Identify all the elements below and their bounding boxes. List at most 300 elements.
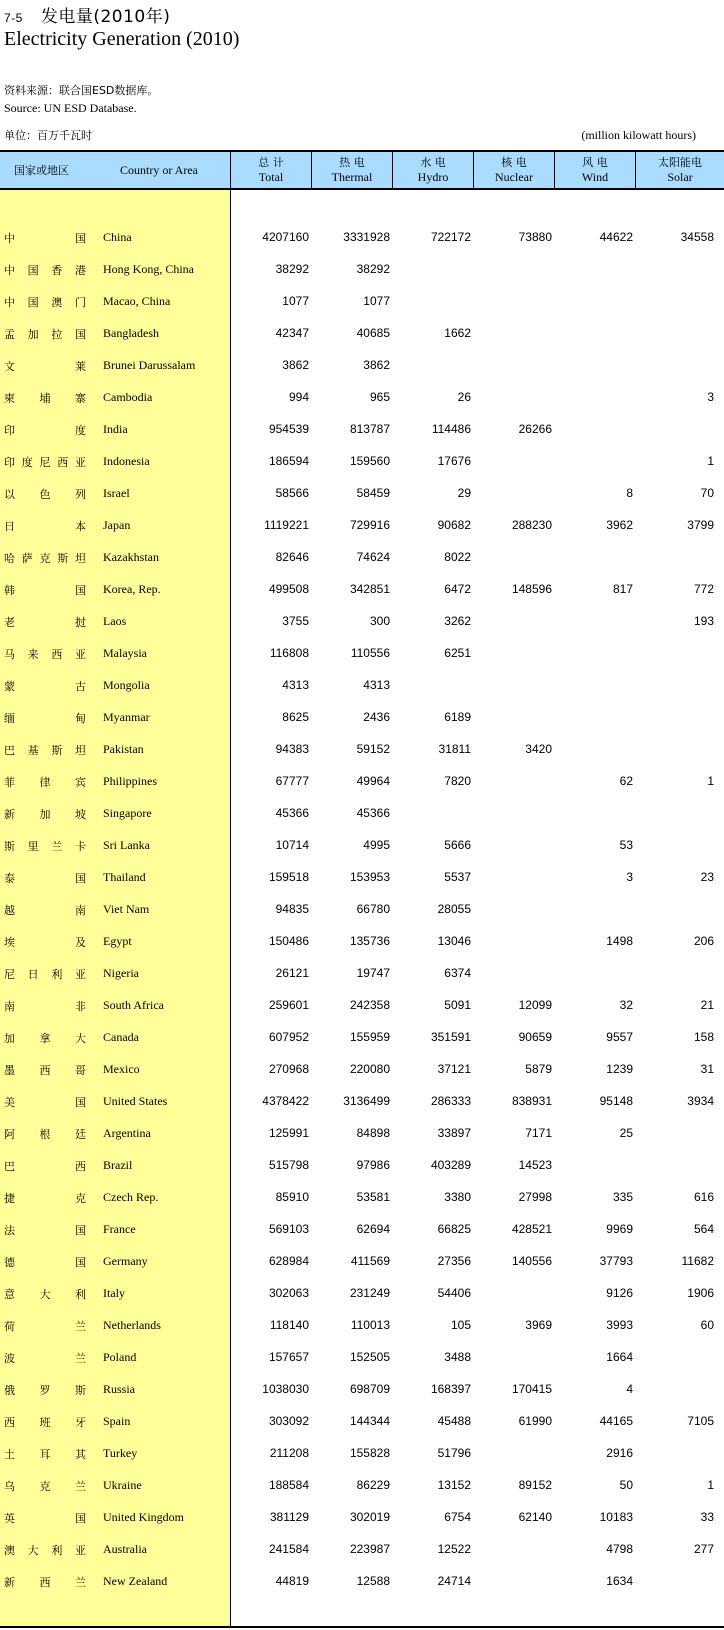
- hydro-value: 8022: [444, 550, 471, 564]
- page-title-en: Electricity Generation (2010): [4, 28, 240, 50]
- solar-value: 70: [700, 486, 714, 500]
- thermal-value: 12588: [356, 1574, 390, 1588]
- wind-value: 2916: [606, 1446, 633, 1460]
- wind-value: 9557: [606, 1030, 633, 1044]
- country-name-en: United Kingdom: [103, 1510, 184, 1524]
- table-row: [0, 292, 724, 312]
- header-thermal: 热 电 Thermal: [331, 156, 373, 184]
- table-row: [0, 1316, 724, 1336]
- thermal-value: 411569: [350, 1254, 390, 1268]
- header-solar: 太阳能电 Solar: [658, 156, 702, 184]
- thermal-value: 144344: [349, 1414, 390, 1428]
- thermal-value: 38292: [356, 262, 390, 276]
- header-divider-2: [392, 150, 393, 188]
- table-row: [0, 1380, 724, 1400]
- total-value: 1038030: [262, 1382, 309, 1396]
- country-name-en: Netherlands: [103, 1318, 161, 1332]
- country-name-cn: 英国: [4, 1512, 86, 1525]
- nuclear-value: 148596: [511, 582, 552, 596]
- solar-value: 193: [693, 614, 714, 628]
- table-row: [0, 996, 724, 1016]
- thermal-value: 729916: [349, 518, 390, 532]
- hydro-value: 6754: [444, 1510, 471, 1524]
- country-name-cn: 荷兰: [4, 1320, 86, 1333]
- total-value: 157657: [268, 1350, 309, 1364]
- header-wind: 风 电 Wind: [581, 156, 609, 184]
- table-row: [0, 1188, 724, 1208]
- country-name-en: New Zealand: [103, 1574, 168, 1588]
- wind-value: 9126: [606, 1286, 633, 1300]
- table-row: [0, 1348, 724, 1368]
- wind-value: 44622: [599, 230, 633, 244]
- country-name-cn: 新加坡: [4, 808, 86, 821]
- total-value: 4313: [282, 678, 309, 692]
- country-name-en: Viet Nam: [103, 902, 150, 916]
- total-value: 10714: [275, 838, 309, 852]
- hydro-value: 1662: [444, 326, 471, 340]
- table-bottom-rule: [0, 1626, 724, 1628]
- country-name-cn: 南非: [4, 1000, 86, 1013]
- country-name-cn: 乌克兰: [4, 1480, 86, 1493]
- thermal-value: 300: [369, 614, 390, 628]
- country-name-en: Brazil: [103, 1158, 133, 1172]
- thermal-value: 813787: [349, 422, 390, 436]
- total-value: 499508: [268, 582, 309, 596]
- thermal-value: 1077: [363, 294, 390, 308]
- total-value: 270968: [268, 1062, 309, 1076]
- country-name-cn: 哈萨克斯坦: [4, 552, 86, 565]
- wind-value: 1498: [606, 934, 633, 948]
- country-name-cn: 缅甸: [4, 712, 86, 725]
- country-name-cn: 巴西: [4, 1160, 86, 1173]
- total-value: 4207160: [262, 230, 309, 244]
- country-name-en: Cambodia: [103, 390, 153, 404]
- country-name-en: Singapore: [103, 806, 152, 820]
- country-name-en: Macao, China: [103, 294, 171, 308]
- nuclear-value: 14523: [518, 1158, 552, 1172]
- solar-value: 3799: [687, 518, 714, 532]
- wind-value: 50: [619, 1478, 633, 1492]
- country-name-cn: 马来西亚: [4, 648, 86, 661]
- country-name-cn: 西班牙: [4, 1416, 86, 1429]
- table-number: 7-5: [4, 11, 23, 25]
- table-row: [0, 1444, 724, 1464]
- total-value: 302063: [268, 1286, 309, 1300]
- solar-value: 34558: [680, 230, 714, 244]
- thermal-value: 4313: [363, 678, 390, 692]
- total-value: 1077: [282, 294, 309, 308]
- total-value: 259601: [268, 998, 309, 1012]
- table-row: [0, 900, 724, 920]
- page-title-cn: [4, 2, 170, 27]
- table-row: [0, 772, 724, 792]
- solar-value: 11682: [681, 1254, 714, 1268]
- table-row: [0, 388, 724, 408]
- country-name-cn: 加拿大: [4, 1032, 86, 1045]
- thermal-value: 19747: [356, 966, 390, 980]
- unit-note-cn: 单位：百万千瓦时: [4, 129, 92, 142]
- country-name-en: Czech Rep.: [103, 1190, 159, 1204]
- thermal-value: 58459: [356, 486, 390, 500]
- wind-value: 62: [619, 774, 633, 788]
- total-value: 44819: [275, 1574, 309, 1588]
- country-name-en: China: [103, 230, 132, 244]
- hydro-value: 37121: [437, 1062, 471, 1076]
- table-row: [0, 356, 724, 376]
- thermal-value: 84898: [356, 1126, 390, 1140]
- nuclear-value: 170415: [511, 1382, 552, 1396]
- table-row: [0, 484, 724, 504]
- nuclear-value: 838931: [511, 1094, 552, 1108]
- country-name-cn: 韩国: [4, 584, 86, 597]
- hydro-value: 29: [457, 486, 471, 500]
- thermal-value: 155828: [349, 1446, 390, 1460]
- country-name-en: Poland: [103, 1350, 137, 1364]
- total-value: 4378422: [262, 1094, 309, 1108]
- thermal-value: 231249: [349, 1286, 390, 1300]
- country-name-en: Pakistan: [103, 742, 144, 756]
- total-value: 94383: [275, 742, 309, 756]
- solar-value: 158: [693, 1030, 714, 1044]
- nuclear-value: 5879: [525, 1062, 552, 1076]
- total-value: 116808: [269, 646, 309, 660]
- country-name-en: Hong Kong, China: [103, 262, 194, 276]
- country-name-en: Russia: [103, 1382, 136, 1396]
- header-hydro: 水 电 Hydro: [417, 156, 449, 184]
- wind-value: 3: [626, 870, 633, 884]
- nuclear-value: 90659: [518, 1030, 552, 1044]
- nuclear-value: 7171: [525, 1126, 552, 1140]
- thermal-value: 302019: [349, 1510, 390, 1524]
- wind-value: 32: [619, 998, 633, 1012]
- total-value: 186594: [268, 454, 309, 468]
- thermal-value: 342851: [349, 582, 390, 596]
- wind-value: 817: [612, 582, 633, 596]
- thermal-value: 45366: [356, 806, 390, 820]
- total-value: 67777: [275, 774, 309, 788]
- thermal-value: 49964: [356, 774, 390, 788]
- wind-value: 1664: [606, 1350, 633, 1364]
- total-value: 38292: [275, 262, 309, 276]
- thermal-value: 223987: [349, 1542, 390, 1556]
- country-name-en: Israel: [103, 486, 130, 500]
- thermal-value: 110556: [350, 646, 390, 660]
- wind-value: 25: [619, 1126, 633, 1140]
- country-name-cn: 柬埔寨: [4, 392, 86, 405]
- country-name-cn: 波兰: [4, 1352, 86, 1365]
- solar-value: 23: [700, 870, 714, 884]
- country-name-en: France: [103, 1222, 136, 1236]
- country-name-cn: 中国: [4, 232, 86, 245]
- table-row: [0, 516, 724, 536]
- solar-value: 31: [700, 1062, 714, 1076]
- table-row: [0, 740, 724, 760]
- hydro-value: 13152: [437, 1478, 471, 1492]
- wind-value: 10183: [599, 1510, 633, 1524]
- thermal-value: 97986: [356, 1158, 390, 1172]
- solar-value: 616: [693, 1190, 714, 1204]
- total-value: 3862: [282, 358, 309, 372]
- unit-note-en: (million kilowatt hours): [581, 128, 696, 142]
- total-value: 42347: [275, 326, 309, 340]
- header-divider-1: [311, 150, 312, 188]
- country-name-en: Italy: [103, 1286, 125, 1300]
- thermal-value: 698709: [349, 1382, 390, 1396]
- thermal-value: 66780: [356, 902, 390, 916]
- hydro-value: 90682: [437, 518, 471, 532]
- country-name-en: Korea, Rep.: [103, 582, 161, 596]
- country-name-en: Myanmar: [103, 710, 150, 724]
- table-row: [0, 1284, 724, 1304]
- nuclear-value: 62140: [518, 1510, 552, 1524]
- table-row: [0, 1156, 724, 1176]
- solar-value: 277: [693, 1542, 714, 1556]
- thermal-value: 3331928: [343, 230, 390, 244]
- header-divider-4: [554, 150, 555, 188]
- country-name-cn: 阿根廷: [4, 1128, 86, 1141]
- table-row: [0, 324, 724, 344]
- data-table: [0, 150, 724, 1628]
- thermal-value: 110013: [350, 1318, 390, 1332]
- country-name-cn: 巴基斯坦: [4, 744, 86, 757]
- total-value: 118140: [269, 1318, 309, 1332]
- hydro-value: 66825: [437, 1222, 471, 1236]
- thermal-value: 3862: [363, 358, 390, 372]
- wind-value: 3993: [606, 1318, 633, 1332]
- hydro-value: 168397: [430, 1382, 471, 1396]
- country-name-cn: 俄罗斯: [4, 1384, 86, 1397]
- total-value: 515798: [268, 1158, 309, 1172]
- nuclear-value: 61990: [518, 1414, 552, 1428]
- nuclear-value: 12099: [518, 998, 552, 1012]
- country-name-en: Ukraine: [103, 1478, 142, 1492]
- table-row: [0, 548, 724, 568]
- solar-value: 1: [707, 774, 714, 788]
- hydro-value: 5091: [444, 998, 471, 1012]
- total-value: 125991: [268, 1126, 309, 1140]
- thermal-value: 965: [369, 390, 390, 404]
- wind-value: 1239: [606, 1062, 633, 1076]
- wind-value: 3962: [606, 518, 633, 532]
- hydro-value: 6374: [444, 966, 471, 980]
- header-bottom-rule: [0, 188, 724, 190]
- header-country-cn: 国家或地区: [14, 164, 69, 177]
- table-row: [0, 708, 724, 728]
- nuclear-value: 73880: [518, 230, 552, 244]
- solar-value: 3: [707, 390, 714, 404]
- thermal-value: 220080: [349, 1062, 390, 1076]
- table-row: [0, 868, 724, 888]
- hydro-value: 45488: [437, 1414, 471, 1428]
- nuclear-value: 140556: [511, 1254, 552, 1268]
- hydro-value: 54406: [437, 1286, 471, 1300]
- table-row: [0, 452, 724, 472]
- header-divider-5: [635, 150, 636, 188]
- nuclear-value: 428521: [511, 1222, 552, 1236]
- wind-value: 8: [626, 486, 633, 500]
- hydro-value: 351591: [430, 1030, 471, 1044]
- solar-value: 3934: [687, 1094, 714, 1108]
- wind-value: 95148: [599, 1094, 633, 1108]
- header-country-en: Country or Area: [120, 162, 198, 177]
- total-value: 26121: [275, 966, 309, 980]
- total-value: 1119221: [264, 518, 309, 532]
- country-name-cn: 中国香港: [4, 264, 86, 277]
- country-name-cn: 文莱: [4, 360, 86, 373]
- thermal-value: 159560: [349, 454, 390, 468]
- hydro-value: 27356: [437, 1254, 471, 1268]
- wind-value: 53: [619, 838, 633, 852]
- table-row: [0, 1060, 724, 1080]
- nuclear-value: 89152: [518, 1478, 552, 1492]
- thermal-value: 2436: [363, 710, 390, 724]
- country-name-cn: 墨西哥: [4, 1064, 86, 1077]
- country-name-en: Malaysia: [103, 646, 147, 660]
- nuclear-value: 26266: [518, 422, 552, 436]
- country-name-cn: 美国: [4, 1096, 86, 1109]
- header-total: 总 计 Total: [258, 156, 284, 184]
- hydro-value: 403289: [430, 1158, 471, 1172]
- country-name-cn: 蒙古: [4, 680, 86, 693]
- total-value: 3755: [282, 614, 309, 628]
- country-name-cn: 法国: [4, 1224, 86, 1237]
- hydro-value: 114486: [431, 422, 471, 436]
- country-name-cn: 捷克: [4, 1192, 86, 1205]
- table-row: [0, 260, 724, 280]
- total-value: 381129: [269, 1510, 309, 1524]
- country-name-en: United States: [103, 1094, 168, 1108]
- country-name-en: Philippines: [103, 774, 158, 788]
- solar-value: 21: [700, 998, 714, 1012]
- table-row: [0, 1508, 724, 1528]
- total-value: 954539: [268, 422, 309, 436]
- country-name-cn: 以色列: [4, 488, 86, 501]
- wind-value: 4798: [606, 1542, 633, 1556]
- total-value: 94835: [275, 902, 309, 916]
- total-value: 8625: [282, 710, 309, 724]
- country-name-en: Kazakhstan: [103, 550, 159, 564]
- thermal-value: 59152: [356, 742, 390, 756]
- wind-value: 4: [626, 1382, 633, 1396]
- country-name-en: Turkey: [103, 1446, 138, 1460]
- hydro-value: 12522: [437, 1542, 471, 1556]
- country-name-en: Japan: [103, 518, 131, 532]
- country-name-cn: 印度尼西亚: [4, 456, 86, 469]
- country-name-en: Spain: [103, 1414, 131, 1428]
- hydro-value: 722172: [430, 230, 471, 244]
- country-name-cn: 德国: [4, 1256, 86, 1269]
- country-name-cn: 斯里兰卡: [4, 840, 86, 853]
- hydro-value: 13046: [437, 934, 471, 948]
- country-name-en: Laos: [103, 614, 127, 628]
- thermal-value: 53581: [356, 1190, 390, 1204]
- hydro-value: 105: [450, 1318, 471, 1332]
- country-name-cn: 意大利: [4, 1288, 86, 1301]
- country-name-cn: 土耳其: [4, 1448, 86, 1461]
- country-name-cn: 尼日利亚: [4, 968, 86, 981]
- thermal-value: 242358: [349, 998, 390, 1012]
- country-name-en: Mexico: [103, 1062, 140, 1076]
- hydro-value: 286333: [430, 1094, 471, 1108]
- hydro-value: 17676: [437, 454, 471, 468]
- total-value: 85910: [275, 1190, 309, 1204]
- country-name-en: Argentina: [103, 1126, 151, 1140]
- country-name-en: Germany: [103, 1254, 148, 1268]
- country-name-cn: 菲律宾: [4, 776, 86, 789]
- country-name-cn: 印度: [4, 424, 86, 437]
- nuclear-value: 3420: [525, 742, 552, 756]
- thermal-value: 3136499: [343, 1094, 390, 1108]
- country-name-cn: 老挝: [4, 616, 86, 629]
- table-row: [0, 836, 724, 856]
- thermal-value: 4995: [363, 838, 390, 852]
- wind-value: 335: [612, 1190, 633, 1204]
- wind-value: 9969: [606, 1222, 633, 1236]
- total-value: 150486: [268, 934, 309, 948]
- country-name-en: Bangladesh: [103, 326, 159, 340]
- country-name-cn: 越南: [4, 904, 86, 917]
- hydro-value: 26: [457, 390, 471, 404]
- total-value: 211208: [269, 1446, 309, 1460]
- table-row: [0, 420, 724, 440]
- table-row: [0, 964, 724, 984]
- total-value: 303092: [268, 1414, 309, 1428]
- country-name-en: South Africa: [103, 998, 164, 1012]
- country-name-cn: 澳大利亚: [4, 1544, 86, 1557]
- header-nuclear: 核 电 Nuclear: [495, 156, 533, 184]
- solar-value: 33: [700, 1510, 714, 1524]
- thermal-value: 155959: [349, 1030, 390, 1044]
- source-note-cn: 资料来源：联合国ESD数据库。: [4, 84, 159, 97]
- table-row: [0, 1252, 724, 1272]
- hydro-value: 31811: [438, 742, 471, 756]
- country-name-en: Nigeria: [103, 966, 139, 980]
- country-name-en: Sri Lanka: [103, 838, 150, 852]
- hydro-value: 5537: [444, 870, 471, 884]
- table-row: [0, 1572, 724, 1592]
- table-row: [0, 1412, 724, 1432]
- solar-value: 1: [707, 454, 714, 468]
- country-name-en: Australia: [103, 1542, 147, 1556]
- solar-value: 564: [693, 1222, 714, 1236]
- table-row: [0, 804, 724, 824]
- total-value: 58566: [275, 486, 309, 500]
- table-row: [0, 1092, 724, 1112]
- table-row: [0, 1220, 724, 1240]
- total-value: 45366: [275, 806, 309, 820]
- thermal-value: 135736: [349, 934, 390, 948]
- country-name-en: Indonesia: [103, 454, 150, 468]
- country-name-en: Thailand: [103, 870, 146, 884]
- table-row: [0, 1476, 724, 1496]
- table-title-cn: 发电量(2010年): [40, 7, 171, 27]
- hydro-value: 6189: [444, 710, 471, 724]
- hydro-value: 6472: [444, 582, 471, 596]
- table-row: [0, 932, 724, 952]
- country-name-en: Egypt: [103, 934, 132, 948]
- table-row: [0, 1124, 724, 1144]
- hydro-value: 33897: [437, 1126, 471, 1140]
- header-top-rule: [0, 150, 724, 152]
- table-row: [0, 580, 724, 600]
- solar-value: 60: [700, 1318, 714, 1332]
- nuclear-value: 288230: [511, 518, 552, 532]
- hydro-value: 24714: [437, 1574, 471, 1588]
- total-value: 569103: [268, 1222, 309, 1236]
- hydro-value: 51796: [437, 1446, 471, 1460]
- thermal-value: 152505: [349, 1350, 390, 1364]
- wind-value: 37793: [599, 1254, 633, 1268]
